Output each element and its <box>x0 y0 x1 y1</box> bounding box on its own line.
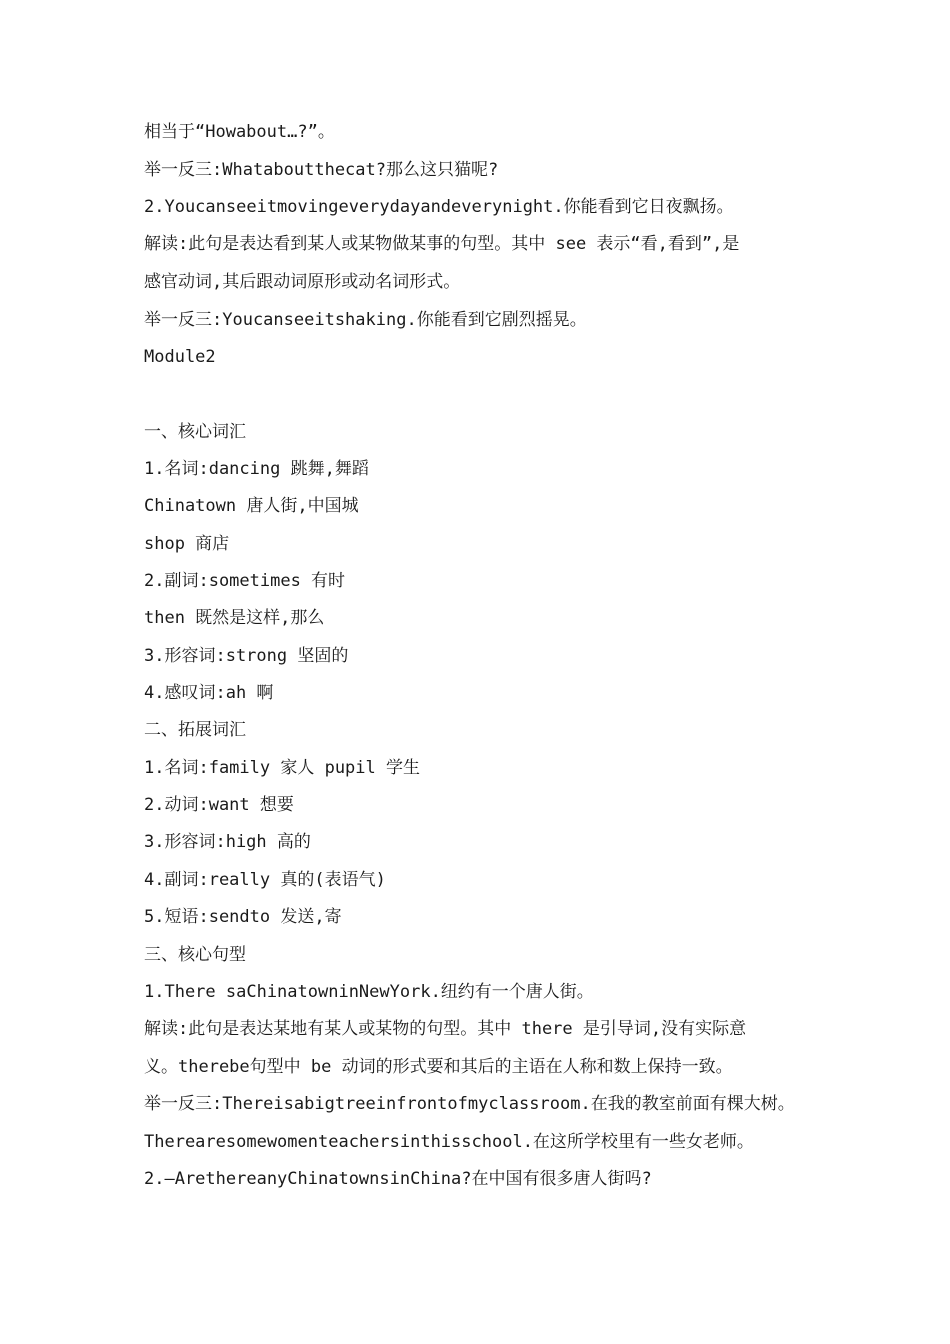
text-line: then 既然是这样,那么 <box>144 608 325 628</box>
text-line: 解读:此句是表达看到某人或某物做某事的句型。其中 see 表示“看,看到”,是 <box>144 234 740 254</box>
section-heading: 三、核心句型 <box>144 945 246 965</box>
text-line: 5.短语:sendto 发送,寄 <box>144 907 342 927</box>
section-heading: 二、拓展词汇 <box>144 720 246 740</box>
text-line: 2.副词:sometimes 有时 <box>144 571 346 591</box>
text-line: 3.形容词:strong 坚固的 <box>144 646 349 666</box>
text-line: 相当于“Howabout…?”。 <box>144 122 335 142</box>
section-heading: Module2 <box>144 347 216 367</box>
text-line: 1.名词:dancing 跳舞,舞蹈 <box>144 459 369 479</box>
text-line: 举一反三:Youcanseeitshaking.你能看到它剧烈摇晃。 <box>144 310 587 330</box>
text-line: 解读:此句是表达某地有某人或某物的句型。其中 there 是引导词,没有实际意 <box>144 1019 747 1039</box>
text-line: 举一反三:Whataboutthecat?那么这只猫呢? <box>144 160 499 180</box>
text-line: shop 商店 <box>144 534 230 554</box>
text-line: 1.名词:family 家人 pupil 学生 <box>144 758 420 778</box>
text-line: 4.感叹词:ah 啊 <box>144 683 274 703</box>
text-line: 3.形容词:high 高的 <box>144 832 311 852</box>
text-line: 感官动词,其后跟动词原形或动名词形式。 <box>144 272 461 292</box>
text-line: Therearesomewomenteachersinthisschool.在这所学校里有一些女老师。 <box>144 1132 754 1152</box>
text-line: 2.动词:want 想要 <box>144 795 294 815</box>
text-line: 举一反三:Thereisabigtreeinfrontofmyclassroom.在我的教室前面有棵大树。 <box>144 1094 795 1114</box>
text-line: 2.Youcanseeitmovingeverydayandeverynight.你能看到它日夜飘扬。 <box>144 197 734 217</box>
text-line: 2.—ArethereanyChinatownsinChina?在中国有很多唐人街吗? <box>144 1169 652 1189</box>
section-heading: 一、核心词汇 <box>144 422 246 442</box>
text-line: 1.There saChinatowninNewYork.纽约有一个唐人街。 <box>144 982 594 1002</box>
text-line: Chinatown 唐人街,中国城 <box>144 496 359 516</box>
text-line: 义。therebe句型中 be 动词的形式要和其后的主语在人称和数上保持一致。 <box>144 1057 733 1077</box>
text-line: 4.副词:really 真的(表语气) <box>144 870 386 890</box>
